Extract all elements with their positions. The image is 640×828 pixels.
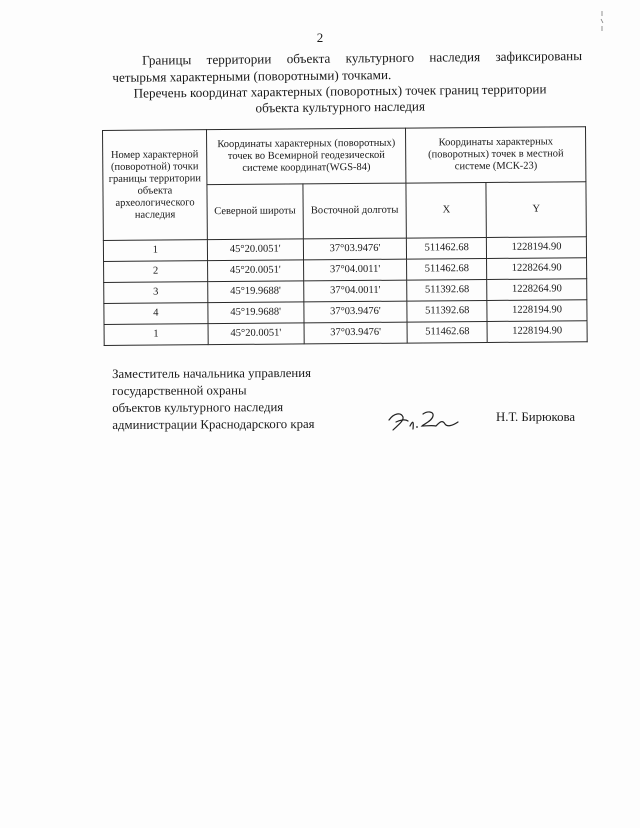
list-title-line: объекта культурного наследия	[255, 98, 426, 116]
cell-latitude: 45°19.9688'	[208, 302, 304, 324]
signatory-position-line: объектов культурного наследия	[112, 400, 284, 415]
cell-longitude: 37°03.9476'	[304, 301, 408, 323]
coordinates-table	[102, 126, 588, 346]
cell-y: 1228264.90	[487, 279, 587, 301]
header-point-number: Номер характерной (поворотной) точки границы территории объекта археологического наследия	[103, 130, 208, 241]
list-title-line: Перечень координат характерных (поворотных) точек границ территории	[133, 81, 547, 101]
header-latitude: Северной широты	[207, 184, 303, 240]
cell-x: 511462.68	[407, 237, 487, 259]
cell-x: 511392.68	[407, 279, 487, 301]
cell-x: 511462.68	[407, 258, 487, 280]
cell-point-number: 2	[104, 261, 208, 283]
table-row	[104, 321, 587, 346]
cell-latitude: 45°20.0051'	[207, 239, 303, 261]
intro-line: четырьмя характерными (поворотными) точками.	[112, 67, 392, 85]
cell-point-number: 4	[104, 303, 208, 325]
header-msk23: Координаты характерных (поворотных) точек в местной системе (МСК-23)	[406, 127, 586, 183]
cell-x: 511462.68	[407, 321, 487, 343]
cell-latitude: 45°19.9688'	[208, 281, 304, 303]
header-y: Y	[486, 182, 586, 238]
cell-point-number: 3	[104, 282, 208, 304]
signatory-position	[112, 365, 315, 434]
cell-longitude: 37°03.9476'	[304, 322, 408, 344]
intro-line: Границы территории объекта культурного наследия зафиксированы	[142, 48, 583, 68]
cell-y: 1228194.90	[487, 237, 587, 259]
signatory-position-line: Заместитель начальника управления	[112, 365, 311, 381]
signatory-position-line: государственной охраны	[112, 383, 247, 398]
cell-y: 1228264.90	[487, 258, 587, 280]
header-longitude: Восточной долготы	[303, 183, 407, 239]
coordinates-table-wrapper	[102, 126, 588, 346]
cell-longitude: 37°04.0011'	[303, 259, 407, 281]
signatory-position-line: администрации Краснодарского края	[112, 416, 315, 432]
cell-point-number: 1	[103, 240, 207, 262]
scan-artifact-mark	[598, 10, 606, 32]
cell-latitude: 45°20.0051'	[207, 260, 303, 282]
cell-y: 1228194.90	[487, 321, 587, 343]
cell-longitude: 37°03.9476'	[303, 238, 407, 260]
cell-latitude: 45°20.0051'	[208, 323, 304, 345]
signer-name: Н.Т. Бирюкова	[496, 410, 576, 424]
intro-paragraph	[112, 47, 582, 86]
cell-longitude: 37°04.0011'	[303, 280, 407, 302]
coordinates-list-title	[100, 81, 580, 118]
cell-y: 1228194.90	[487, 300, 587, 322]
cell-x: 511392.68	[407, 300, 487, 322]
header-wgs84: Координаты характерных (поворотных) точек во Всемирной геодезической системе координат(WGS-84)	[206, 128, 406, 185]
header-x: X	[406, 182, 486, 238]
cell-point-number: 1	[104, 324, 208, 346]
page-number: 2	[316, 30, 324, 45]
handwritten-signature	[386, 404, 462, 434]
